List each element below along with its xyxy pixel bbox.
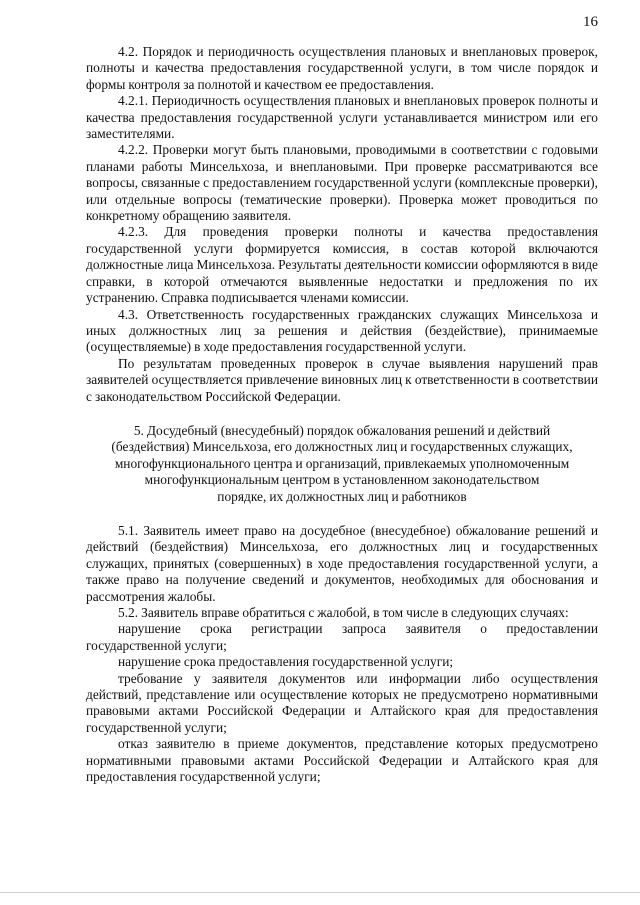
- paragraph-4-3: 4.3. Ответственность государственных гражданских служащих Минсельхоза и иных должностных лиц за решения и действия (бездействие), принимаемые (осуществляемые) в ходе предоставления государственной услуги.: [86, 306, 598, 355]
- section-heading-line: (бездействия) Минсельхоза, его должностных лиц и государственных служащих, многофункционального центра и организаций, привлекаемых уполномоченным многофункциональным центром в установленном законодательством: [111, 439, 573, 488]
- section-heading-line: 5. Досудебный (внесудебный) порядок обжалования решений и действий: [133, 422, 551, 438]
- paragraph-4-2-2: 4.2.2. Проверки могут быть плановыми, проводимыми в соответствии с годовыми планами работы Минсельхоза, и внеплановыми. При проверке рассматриваются все вопросы, связанные с предоставлением государственной услуги (комплексные проверки), или отдельные вопросы (тематические проверки). Проверка может проводиться по конкретному обращению заявителя.: [86, 142, 598, 224]
- page-number: 16: [583, 14, 598, 30]
- paragraph-4-2: 4.2. Порядок и периодичность осуществления плановых и внеплановых проверок, полноты и качества предоставления государственной услуги, в том числе порядок и формы контроля за полнотой и качеством ее предоставления.: [86, 44, 598, 92]
- document-body: [86, 44, 598, 785]
- paragraph-5-1: 5.1. Заявитель имеет право на досудебное (внесудебное) обжалование решений и действий (бездействия) Минсельхоза, его должностных лиц и государственных служащих, принятых (совершенных) в ходе предоставления государственной услуги, а также право на получение сведений и документов, необходимых для обоснования и рассмотрения жалобы.: [86, 522, 598, 604]
- section-heading-line: порядке, их должностных лиц и работников: [217, 488, 467, 504]
- list-item-registration-deadline: нарушение срока регистрации запроса заявителя о предоставлении государственной услуги;: [86, 621, 598, 653]
- paragraph-4-2-3: 4.2.3. Для проведения проверки полноты и качества предоставления государственной услуги формируется комиссия, в состав которой включаются должностные лица Минсельхоза. Результаты деятельности комиссии оформляются в виде справки, в которой отмечаются выявленные недостатки и предложения по их устранению. Справка подписывается членами комиссии.: [86, 224, 598, 306]
- list-item-service-deadline: нарушение срока предоставления государственной услуги;: [118, 654, 454, 670]
- list-item-document-requirement: требование у заявителя документов или информации либо осуществления действий, представление или осуществление которых не предусмотрено нормативными правовыми актами Российской Федерации и Алтайского края для предоставления государственной услуги;: [86, 670, 598, 735]
- paragraph-5-2: 5.2. Заявитель вправе обратиться с жалобой, в том числе в следующих случаях:: [118, 605, 569, 620]
- paragraph-responsibility: По результатам проведенных проверок в случае выявления нарушений прав заявителей осуществляется привлечение виновных лиц к ответственности в соответствии с законодательством Российской Федерации.: [86, 355, 598, 404]
- list-item-refusal: отказ заявителю в приеме документов, представление которых предусмотрено нормативными правовыми актами Российской Федерации и Алтайского края для предоставления государственной услуги;: [86, 736, 598, 785]
- section-5-heading: [86, 423, 598, 505]
- page-edge-line: [0, 892, 640, 893]
- paragraph-4-2-1: 4.2.1. Периодичность осуществления плановых и внеплановых проверок полноты и качества предоставления государственной услуги устанавливается министром или его заместителями.: [86, 93, 598, 142]
